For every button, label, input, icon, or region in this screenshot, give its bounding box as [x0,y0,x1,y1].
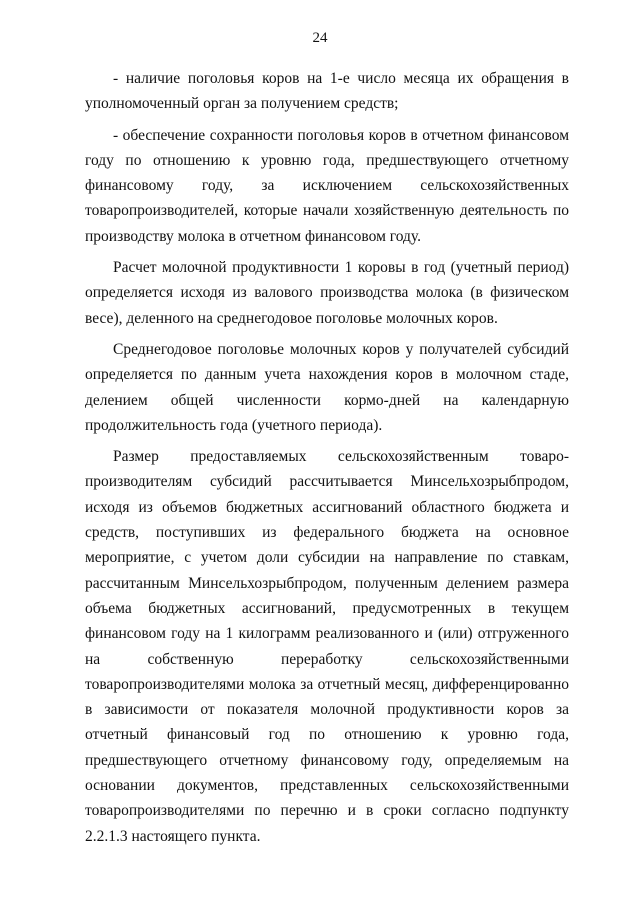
paragraph-average-herd-definition: Среднегодовое поголовье молочных коров у получателей субсидий определяется по данным учета нахождения коров в молочном стаде, делением общей численности кормо-дней на календарную продолжительность года (учетного периода). [85,340,569,434]
page-number: 24 [312,30,328,46]
paragraph-herd-preservation-condition: - обеспечение сохранности поголовья коров в отчетном финансовом году по отношению к уровню года, предшествующего отчетному финансовому году, за исключением сельскохозяйственных товаропроизводителей, которые начали хозяйственную деятельность по производству молока в отчетном финансовом году. [85,126,569,245]
paragraph-milk-productivity-calculation: Расчет молочной продуктивности 1 коровы в год (учетный период) определяется исходя из валового производства молока (в физическом весе), деленного на среднегодовое поголовье молочных коров. [85,259,569,327]
document-body [85,66,569,849]
paragraph-cow-count-condition: - наличие поголовья коров на 1-е число месяца их обращения в уполномоченный орган за получением средств; [85,70,569,113]
paragraph-subsidy-size-calculation: Размер предоставляемых сельскохозяйственным товаро-производителям субсидий рассчитывается Минсельхозрыбпродом, исходя из объемов бюджетных ассигнований областного бюджета и средств, поступивших из федерального бюджета на основное мероприятие, с учетом доли субсидии на направление по ставкам, рассчитанным Минсельхозрыбпродом, полученным делением размера объема бюджетных ассигнований, предусмотренных в текущем финансовом году на 1 килограмм реализованного и (или) отгруженного на собственную переработку сельскохозяйственными товаропроизводителями молока за отчетный месяц, дифференцированно в зависимости от показателя молочной продуктивности коров за отчетный финансовый год по отношению к уровню года, предшествующего отчетному финансовому году, определяемым на основании документов, представленных сельскохозяйственными товаропроизводителями по перечню и в сроки согласно подпункту 2.2.1.3 настоящего пункта. [85,448,569,845]
